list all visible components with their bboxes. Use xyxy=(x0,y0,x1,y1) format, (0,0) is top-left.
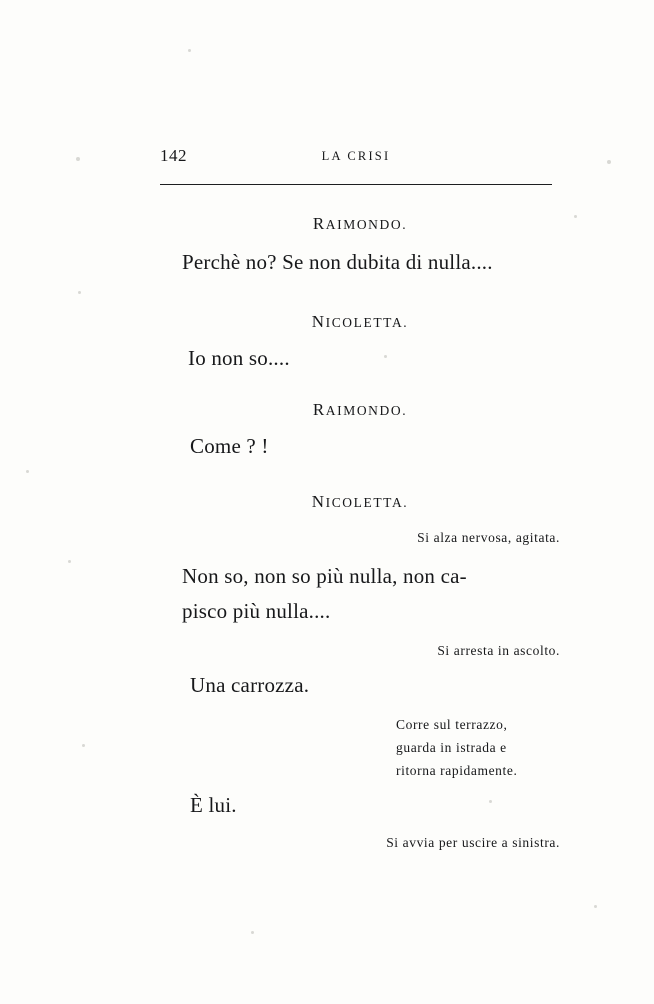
stage-direction: Si alza nervosa, agitata. xyxy=(417,530,560,545)
speaker-name: NICOLETTA. xyxy=(311,492,409,511)
paper-speck xyxy=(574,215,577,218)
paper-speck xyxy=(68,560,71,563)
dialogue-line: Come ? ! xyxy=(190,434,269,458)
dialogue-line: Perchè no? Se non dubita di nulla.... xyxy=(182,250,493,274)
dialogue-line: È lui. xyxy=(190,793,237,817)
paper-speck xyxy=(26,470,29,473)
paper-speck xyxy=(76,157,80,161)
paper-speck xyxy=(78,291,81,294)
paper-speck xyxy=(82,744,85,747)
paper-speck xyxy=(188,49,191,52)
speaker-name: RAIMONDO. xyxy=(312,214,408,233)
paper-speck xyxy=(384,355,387,358)
page-header xyxy=(160,146,552,166)
page-number: 142 xyxy=(160,146,187,165)
paper-speck xyxy=(594,905,597,908)
stage-direction: guarda in istrada e xyxy=(396,740,507,755)
speaker-name: RAIMONDO. xyxy=(312,400,408,419)
paper-speck xyxy=(607,160,611,164)
stage-direction: ritorna rapidamente. xyxy=(396,763,518,778)
dialogue-line: Una carrozza. xyxy=(190,673,310,697)
dialogue-line: pisco più nulla.... xyxy=(182,599,331,623)
speaker-name: NICOLETTA. xyxy=(311,312,409,331)
dialogue-line: Io non so.... xyxy=(188,346,290,370)
stage-direction: Si arresta in ascolto. xyxy=(437,643,560,658)
dialogue-line: Non so, non so più nulla, non ca- xyxy=(182,564,467,588)
stage-direction: Corre sul terrazzo, xyxy=(396,717,508,732)
paper-speck xyxy=(251,931,254,934)
stage-direction: Si avvia per uscire a sinistra. xyxy=(386,835,560,850)
header-rule xyxy=(160,184,552,185)
running-title: LA CRISI xyxy=(321,149,391,163)
paper-speck xyxy=(489,800,492,803)
